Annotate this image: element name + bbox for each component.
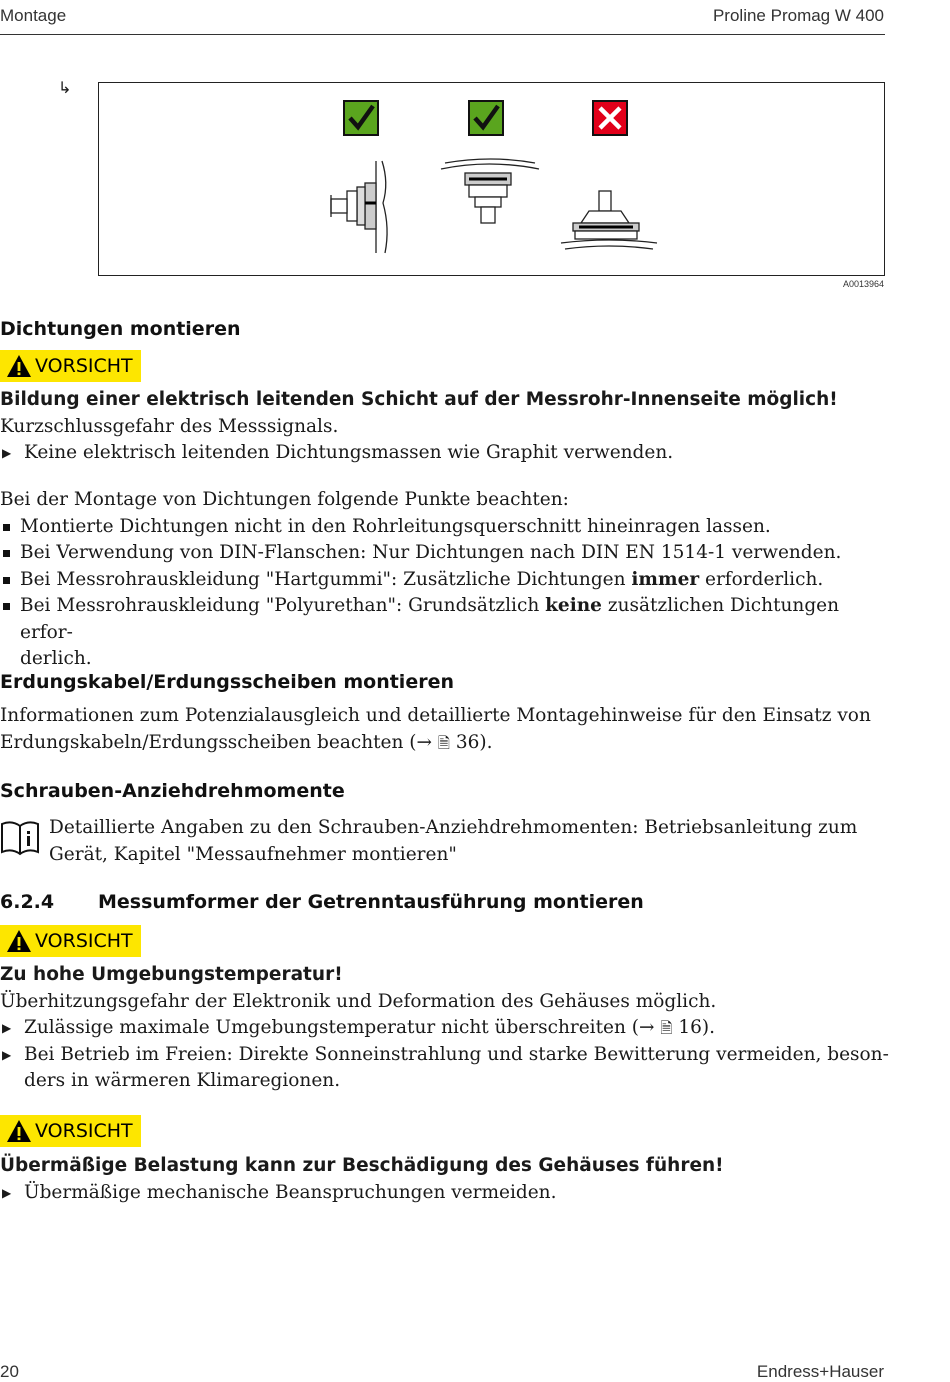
warning-triangle-icon bbox=[6, 929, 32, 953]
section-title: Erdungskabel/Erdungsscheiben montieren bbox=[0, 671, 454, 693]
caution-label: VORSICHT bbox=[35, 1120, 133, 1142]
emphasis: keine bbox=[545, 595, 602, 616]
book-info-icon bbox=[0, 818, 40, 858]
intro-text: Bei der Montage von Dichtungen folgende Punkte beachten: bbox=[0, 489, 569, 510]
section-title: Schrauben-Anziehdrehmomente bbox=[0, 780, 345, 802]
page-link[interactable]: 16 bbox=[678, 1017, 702, 1038]
triangle-bullet-icon: ▶ bbox=[2, 1021, 12, 1035]
gasket-drawing-top bbox=[441, 159, 539, 223]
list-item: Bei Verwendung von DIN-Flanschen: Nur Dichtungen nach DIN EN 1514-1 verwenden. bbox=[0, 540, 890, 567]
warning-triangle-icon bbox=[6, 354, 32, 378]
note-text: Detaillierte Angaben zu den Schrauben-Anziehdrehmomenten: Betriebsanleitung zum bbox=[49, 817, 858, 838]
gasket-drawing-wrong bbox=[561, 191, 657, 249]
note-text: Gerät, Kapitel "Messaufnehmer montieren" bbox=[49, 843, 457, 865]
gasket-figure bbox=[98, 82, 885, 276]
body-text: Informationen zum Potenzialausgleich und detaillierte Montagehinweise für den Einsatz von bbox=[0, 705, 871, 726]
check-icon bbox=[469, 101, 503, 135]
caution-badge bbox=[0, 1115, 141, 1147]
triangle-bullet-icon: ▶ bbox=[2, 446, 12, 460]
gasket-drawing-side bbox=[331, 161, 387, 253]
list-item: Bei Messrohrauskleidung "Polyurethan": Grundsätzlich keine zusätzlichen Dichtungen erfor- derlich. bbox=[0, 593, 890, 673]
caution-label: VORSICHT bbox=[35, 930, 133, 952]
header-rule bbox=[0, 34, 885, 35]
figure-id: A0013964 bbox=[842, 279, 884, 289]
caution-badge bbox=[0, 925, 141, 957]
caution-label: VORSICHT bbox=[35, 355, 133, 377]
warning-heading: Bildung einer elektrisch leitenden Schicht auf der Messrohr-Innenseite möglich! bbox=[0, 389, 838, 410]
section-title: Dichtungen montieren bbox=[0, 318, 241, 340]
body-text: Erdungskabeln/Erdungsscheiben beachten (→ 🗎 36). bbox=[0, 731, 493, 753]
action-item: ▶ Übermäßige mechanische Beanspruchungen vermeiden. bbox=[0, 1180, 890, 1207]
footer-brand: Endress+Hauser bbox=[756, 1362, 884, 1381]
list-item: Bei Messrohrauskleidung "Hartgummi": Zusätzliche Dichtungen immer erforderlich. bbox=[0, 567, 890, 594]
warning-triangle-icon bbox=[6, 1119, 32, 1143]
action-item: ▶ Zulässige maximale Umgebungstemperatur nicht überschreiten (→ 🗎 16). bbox=[0, 1015, 890, 1042]
triangle-bullet-icon: ▶ bbox=[2, 1185, 12, 1200]
header-product: Proline Promag W 400 bbox=[712, 6, 884, 25]
page-number: 20 bbox=[0, 1362, 19, 1381]
check-icon bbox=[344, 101, 378, 135]
warning-heading: Zu hohe Umgebungstemperatur! bbox=[0, 964, 343, 985]
bullet-icon bbox=[0, 593, 20, 673]
result-arrow-icon: ↳ bbox=[58, 78, 72, 97]
triangle-bullet-icon: ▶ bbox=[2, 1047, 12, 1062]
warning-text: Kurzschlussgefahr des Messsignals. bbox=[0, 415, 339, 437]
caution-badge bbox=[0, 350, 141, 382]
section-number: 6.2.4 bbox=[0, 891, 55, 913]
bullet-icon bbox=[0, 567, 20, 594]
section-heading-text: Messumformer der Getrenntausführung montieren bbox=[98, 891, 644, 913]
warning-text: Überhitzungsgefahr der Elektronik und Deformation des Gehäuses möglich. bbox=[0, 990, 717, 1012]
list-item: Montierte Dichtungen nicht in den Rohrleitungsquerschnitt hineinragen lassen. bbox=[0, 514, 890, 541]
header-section: Montage bbox=[0, 6, 67, 25]
action-item: ▶ Bei Betrieb im Freien: Direkte Sonneinstrahlung und starke Bewitterung vermeiden, beson- ders in wärmeren Klimaregionen. bbox=[0, 1042, 890, 1095]
bullet-icon bbox=[0, 514, 20, 541]
warning-heading: Übermäßige Belastung kann zur Beschädigung des Gehäuses führen! bbox=[0, 1155, 724, 1176]
cross-icon bbox=[593, 101, 627, 135]
page-link[interactable]: 36 bbox=[455, 731, 480, 753]
page-ref-icon: 🗎 bbox=[660, 1019, 673, 1037]
action-item: ▶ Keine elektrisch leitenden Dichtungsmassen wie Graphit verwenden. bbox=[0, 440, 890, 467]
page-ref-icon: 🗎 bbox=[437, 733, 450, 752]
emphasis: immer bbox=[631, 568, 700, 590]
bullet-icon bbox=[0, 540, 20, 567]
section-heading bbox=[0, 889, 890, 915]
